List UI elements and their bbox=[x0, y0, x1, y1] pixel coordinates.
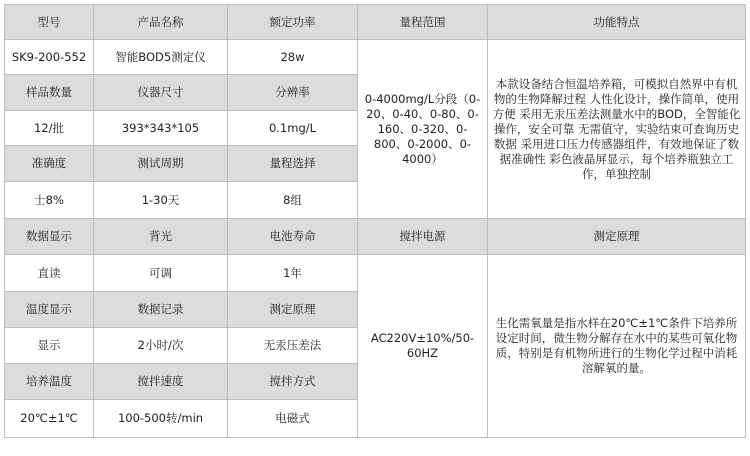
header-backlight: 背光 bbox=[94, 219, 228, 255]
header-features: 功能特点 bbox=[488, 5, 746, 40]
value-backlight: 可调 bbox=[94, 255, 228, 292]
header-product-name: 产品名称 bbox=[94, 5, 228, 40]
value-range-select: 8组 bbox=[228, 182, 358, 219]
value-battery-life: 1年 bbox=[228, 255, 358, 292]
value-features: 本款设备结合恒温培养箱，可模拟自然界中有机物的生物降解过程 人性化设计，操作简单，使用方便 采用无汞压差法测量水中的BOD，全智能化操作，安全可靠 无需值守，实验结束可查询历史数据 采用进口压力传感器组件，有效地保证了数据准确性 彩色液晶屏显示，每个培养瓶独立工作，单独控制 bbox=[488, 40, 746, 219]
spec-table bbox=[4, 4, 746, 438]
value-data-display: 直读 bbox=[5, 255, 94, 292]
header-rated-power: 额定功率 bbox=[228, 5, 358, 40]
header-culture-temp: 培养温度 bbox=[5, 364, 94, 400]
header-data-display: 数据显示 bbox=[5, 219, 94, 255]
value-product-name: 智能BOD5测定仪 bbox=[94, 40, 228, 75]
table-row bbox=[5, 40, 746, 75]
header-data-record: 数据记录 bbox=[94, 292, 228, 328]
value-accuracy: 士8% bbox=[5, 182, 94, 219]
value-stir-speed: 100-500转/min bbox=[94, 400, 228, 438]
header-temp-display: 温度显示 bbox=[5, 292, 94, 328]
value-rated-power: 28w bbox=[228, 40, 358, 75]
header-size: 仪器尺寸 bbox=[94, 75, 228, 111]
value-principle: 生化需氧量是指水样在20℃±1℃条件下培养所设定时间，微生物分解存在水中的某些可氧化物质，特别是有机物所进行的生物化学过程中消耗溶解氧的量。 bbox=[488, 255, 746, 438]
header-stir-mode: 搅拌方式 bbox=[228, 364, 358, 400]
value-resolution: 0.1mg/L bbox=[228, 111, 358, 146]
header-principle-2: 测定原理 bbox=[228, 292, 358, 328]
value-sample-count: 12/批 bbox=[5, 111, 94, 146]
value-culture-temp: 20℃±1℃ bbox=[5, 400, 94, 438]
value-stir-mode: 电磁式 bbox=[228, 400, 358, 438]
value-range: 0-4000mg/L分段（0-20、0-40、0-80、0-160、0-320、0-800、0-2000、0-4000） bbox=[358, 40, 488, 219]
value-test-period: 1-30天 bbox=[94, 182, 228, 219]
header-test-period: 测试周期 bbox=[94, 146, 228, 182]
header-model: 型号 bbox=[5, 5, 94, 40]
header-sample-count: 样品数量 bbox=[5, 75, 94, 111]
value-size: 393*343*105 bbox=[94, 111, 228, 146]
header-resolution: 分辨率 bbox=[228, 75, 358, 111]
value-data-record: 2小时/次 bbox=[94, 328, 228, 364]
header-battery-life: 电池寿命 bbox=[228, 219, 358, 255]
table-row bbox=[5, 255, 746, 292]
header-stir-speed: 搅拌速度 bbox=[94, 364, 228, 400]
header-stir-power: 搅拌电源 bbox=[358, 219, 488, 255]
header-range: 量程范围 bbox=[358, 5, 488, 40]
value-principle-2: 无汞压差法 bbox=[228, 328, 358, 364]
header-range-select: 量程选择 bbox=[228, 146, 358, 182]
table-row bbox=[5, 5, 746, 40]
value-stir-power: AC220V±10%/50-60HZ bbox=[358, 255, 488, 438]
value-temp-display: 显示 bbox=[5, 328, 94, 364]
value-model: SK9-200-552 bbox=[5, 40, 94, 75]
header-principle: 测定原理 bbox=[488, 219, 746, 255]
header-accuracy: 准确度 bbox=[5, 146, 94, 182]
table-row bbox=[5, 219, 746, 255]
